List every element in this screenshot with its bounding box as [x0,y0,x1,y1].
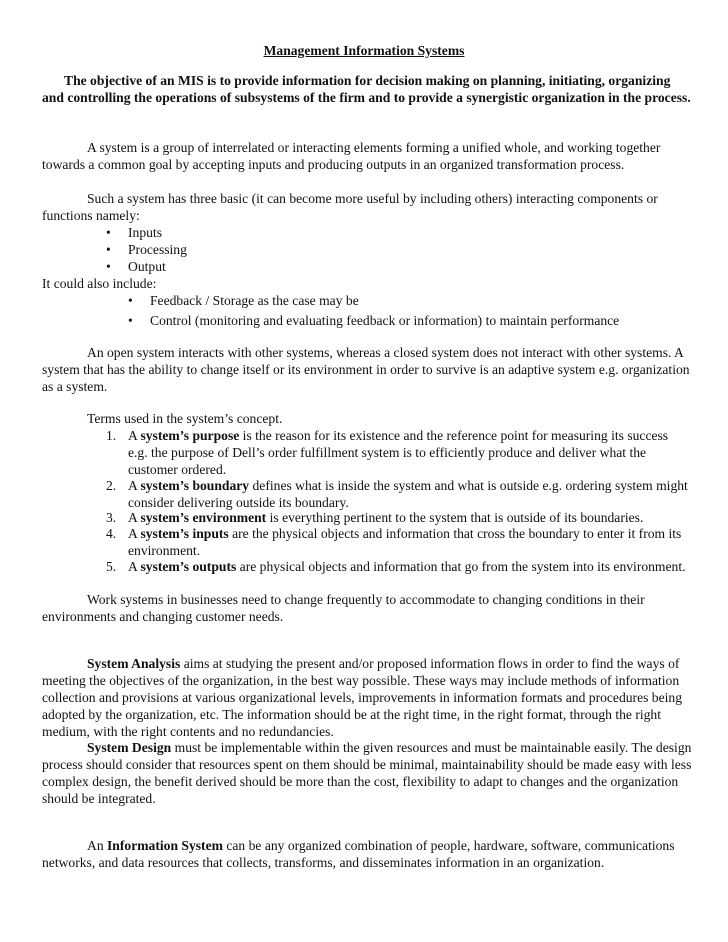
term-item: 1. A system’s purpose is the reason for its existence and the reference point for measuring its success e.g. the purpose of Dell’s order fulfillment system is to efficiently produce and deliver what the customer ordered. [106,428,669,477]
term-item: 2. A system’s boundary defines what is inside the system and what is outside e.g. ordering system might consider delivering outside its boundary. [106,478,688,510]
term-item: 4. A system’s inputs are the physical objects and information that cross the boundary to enter it from its environment. [106,526,682,558]
system-analysis-paragraph: System Analysis aims at studying the present and/or proposed information flows in order to find the ways of meeting the objectives of the organization, in the best way possible. These ways may include methods of information collection and provisions at various organizational levels, improvements in information formats and procedures being adopted by the organization, etc. The information should be at the right time, in the right format, through the right medium, with the right contents and no redundancies. [42,656,683,739]
objective-paragraph: The objective of an MIS is to provide information for decision making on planning, initiating, organizing and controlling the operations of subsystems of the firm and to provide a synergistic organization in the process. [42,73,691,105]
list-item [106,242,187,259]
bullet-icon: • [128,313,133,328]
system-design-paragraph: System Design must be implementable within the given resources and must be maintainable easily. The design process should consider that resources spent on them should be minimal, maintainability should be made easy with less complex design, the benefit derived should be more than the cost, flexibility to adapt to changes and the organization should be integrated. [42,740,692,806]
bullet-icon: • [106,259,111,274]
term-name: system’s boundary [140,478,250,493]
term-item: 3. A system’s environment is everything pertinent to the system that is outside of its boundaries. [106,510,644,525]
term-name: system’s inputs [140,526,229,541]
term-number: 4. [106,526,117,541]
system-design-term: System Design [87,740,172,755]
bullet-icon: • [128,293,133,308]
term-number: 5. [106,559,117,574]
work-systems-paragraph: Work systems in businesses need to change frequently to accommodate to changing conditions in their environments and changing customer needs. [42,592,645,624]
term-number: 2. [106,478,117,493]
term-name: system’s environment [140,510,267,525]
terms-label: Terms used in the system’s concept. [87,411,283,426]
information-system-term: Information System [107,838,223,853]
list-item-text: Output [128,259,166,274]
bullet-icon: • [106,225,111,240]
system-analysis-term: System Analysis [87,656,181,671]
list-item-text: Processing [128,242,187,257]
term-number: 3. [106,510,117,525]
three-components-paragraph: Such a system has three basic (it can become more useful by including others) interacting components or functions namely: [42,191,658,223]
list-item [128,313,619,330]
term-name: system’s purpose [140,428,240,443]
system-definition-paragraph: A system is a group of interrelated or interacting elements forming a unified whole, and working together towards a common goal by accepting inputs and producing outputs in an organized transformation process. [42,140,661,172]
list-item [106,259,166,276]
open-system-paragraph: An open system interacts with other systems, whereas a closed system does not interact with other systems. A system that has the ability to change itself or its environment in order to survive is an adaptive system e.g. organization as a system. [42,345,690,394]
list-item-text: Control (monitoring and evaluating feedback or information) to maintain performance [150,313,620,328]
list-item-text: Inputs [128,225,162,240]
term-item: 5. A system’s outputs are physical objects and information that go from the system into its environment. [106,559,686,574]
list-item [128,293,359,310]
list-item [106,225,162,242]
term-number: 1. [106,428,117,443]
list-item-text: Feedback / Storage as the case may be [150,293,359,308]
bullet-icon: • [106,242,111,257]
information-system-paragraph: An Information System can be any organized combination of people, hardware, software, communications networks, and data resources that collects, transforms, and disseminates information in an organization. [42,838,675,870]
page-title: Management Information Systems [263,43,465,58]
also-include-label: It could also include: [42,276,157,291]
term-name: system’s outputs [140,559,237,574]
